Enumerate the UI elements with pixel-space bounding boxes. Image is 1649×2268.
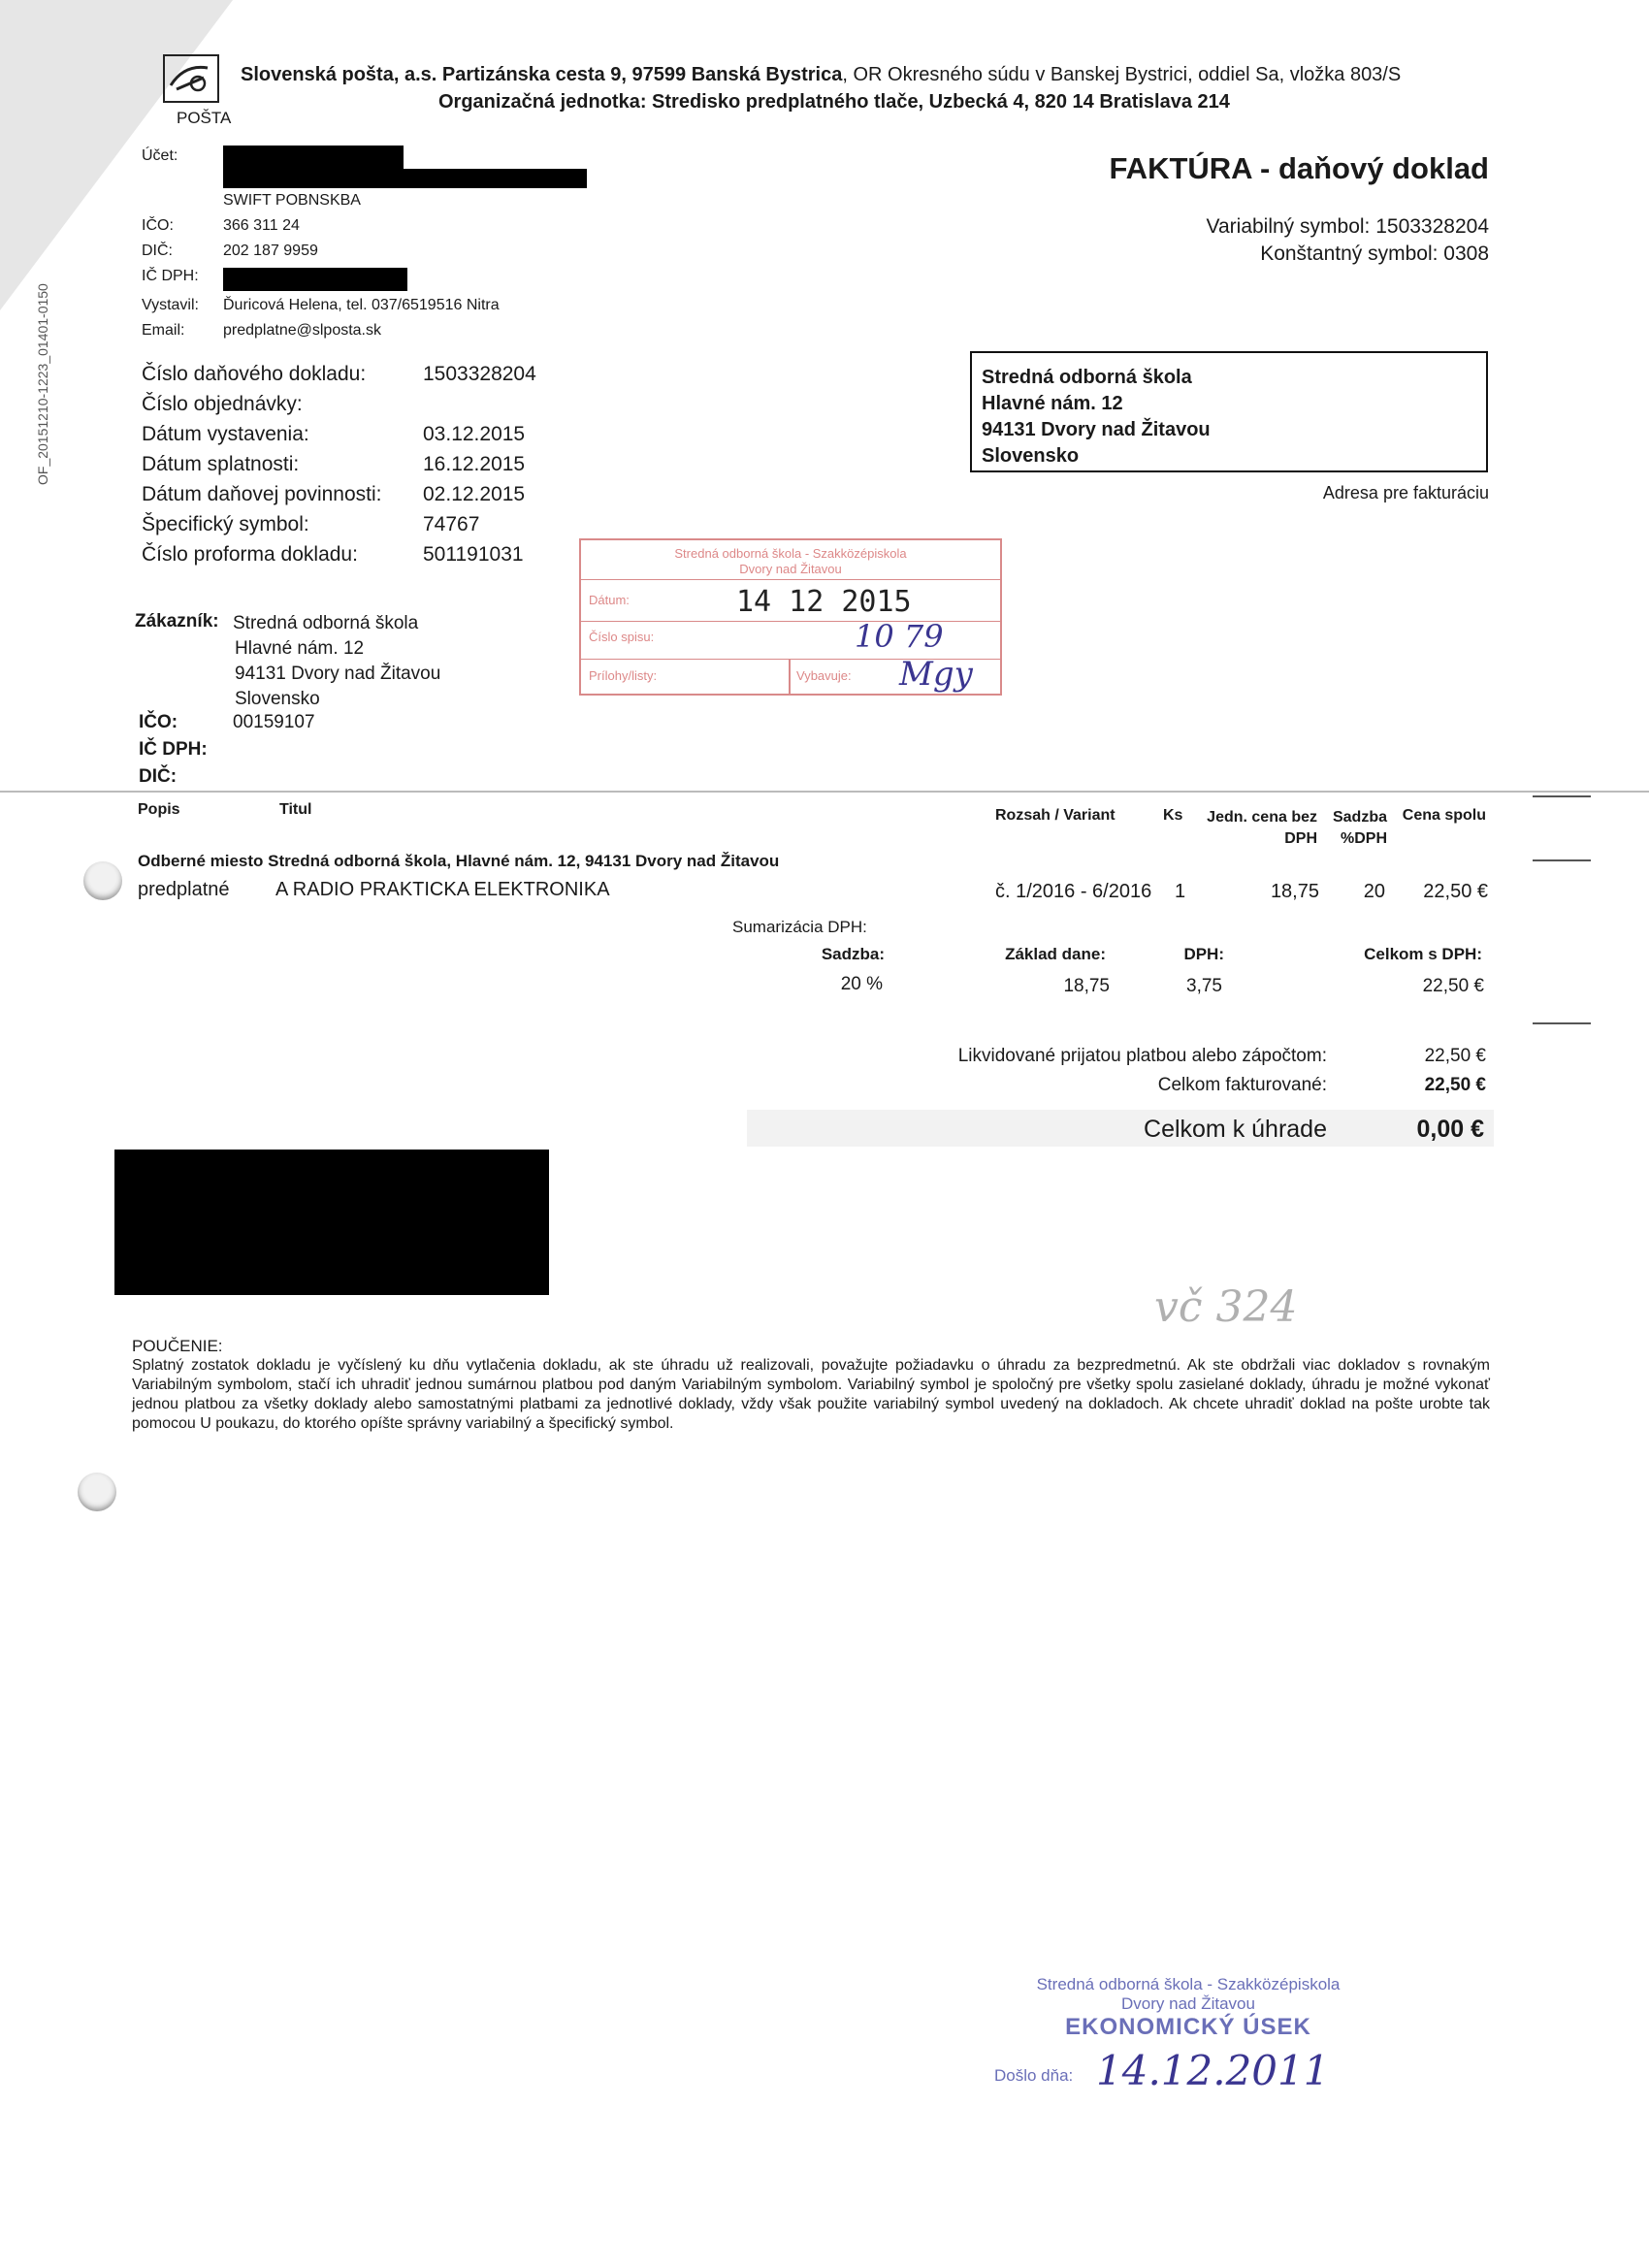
address-line: 94131 Dvory nad Žitavou [982, 419, 1211, 440]
variable-symbol: Variabilný symbol: 1503328204 [1206, 215, 1489, 238]
stamp-date: 14 12 2015 [736, 585, 912, 619]
column-header-titul: Titul [279, 801, 312, 818]
row-total: 22,50 € [1423, 881, 1488, 902]
column-header-rozsah: Rozsah / Variant [995, 807, 1116, 824]
settled-label: Likvidované prijatou platbou alebo zápočtom: [957, 1046, 1327, 1066]
folded-page-corner [0, 0, 233, 310]
address-line: Slovensko [235, 689, 320, 709]
column-header-popis: Popis [138, 801, 180, 818]
punch-hole [83, 861, 122, 900]
stamp-place: Dvory nad Žitavou [739, 562, 842, 576]
vat-summary-title: Sumarizácia DPH: [732, 918, 867, 936]
stamp-date-label: Dátum: [589, 593, 630, 607]
detail-row: Dátum vystavenia: 03.12.2015 [142, 423, 526, 445]
ico-label: IČO: [142, 217, 174, 234]
detail-row: Špecifický symbol: 74767 [142, 513, 480, 535]
header-line: Jedn. cena bez [1207, 809, 1317, 826]
icdph-label: IČ DPH: [142, 268, 199, 284]
vat-base: 18,75 [1063, 976, 1110, 996]
issuer-dic: 202 187 9959 [223, 243, 318, 259]
vat-amount: 3,75 [1186, 976, 1222, 996]
notice-text: Splatný zostatok dokladu je vyčíslený ku dňu vytlačenia dokladu, ak ste úhradu už realizovali, považujte požiadavku o úhradu za bezpredmetnú. Ak ste obdržali viac dokladov s rovnakým Variabilným symbolom, stačí ich uhradiť jednou sumárnou platbou pod daným Variabilným symbolom. Variabilný symbol je spoločný pre všetky spolu zasielané doklady, úhradu je možné vykonať jednou platbou za všetky doklady alebo samostatnými platbami za jednotlivé doklady, vždy však použite variabilný symbol uvedený na dokladoch. Ak chcete uhradiť doklad na pošte urobte tak pomocou U poukazu, do ktorého opíšte správny variabilný a špecifický symbol. [132, 1357, 1490, 1432]
logo-text: POŠTA [177, 109, 232, 127]
stamp-file-number: 10 79 [855, 618, 944, 655]
side-document-code: OF_20151210-1223_01401-0150 [35, 283, 50, 485]
detail-row: Číslo proforma dokladu: 501191031 [142, 543, 524, 566]
address-line: Stredná odborná škola [982, 367, 1192, 388]
issuer-email: predplatne@slposta.sk [223, 322, 381, 339]
handwritten-note: vč 324 [1154, 1282, 1298, 1332]
stamp-file-label: Číslo spisu: [589, 630, 655, 644]
row-popis: predplatné [138, 879, 230, 900]
receipt-stamp-school: Stredná odborná škola - Szakközépiskola [1036, 1975, 1341, 1993]
redacted-block [114, 1150, 549, 1295]
stamp-handler-signature: Mgy [899, 655, 973, 694]
column-header-unit-price [1207, 807, 1317, 850]
customer-ico-label: IČO: [139, 712, 178, 732]
row-rozsah: č. 1/2016 - 6/2016 [995, 881, 1152, 902]
stamp-attachments-label: Prílohy/listy: [589, 668, 658, 683]
punch-hole [78, 1473, 116, 1511]
receipt-stamp [999, 1975, 1377, 2041]
address-line: Slovensko [982, 445, 1080, 467]
issuer-ico: 366 311 24 [223, 217, 300, 234]
customer-dic-label: DIČ: [139, 766, 178, 787]
detail-row: Dátum daňovej povinnosti: 02.12.2015 [142, 483, 526, 505]
customer-ico: 00159107 [233, 712, 315, 732]
vat-total: 22,50 € [1422, 976, 1484, 996]
detail-row: Číslo objednávky: [142, 393, 303, 415]
stamp-school: Stredná odborná škola - Szakközépiskola [674, 546, 907, 561]
address-line: 94131 Dvory nad Žitavou [235, 664, 441, 684]
slovak-post-logo [163, 54, 219, 103]
customer-icdph-label: IČ DPH: [139, 739, 208, 760]
row-vat-rate: 20 [1363, 881, 1385, 902]
redacted-account [223, 169, 587, 188]
dic-label: DIČ: [142, 243, 173, 259]
address-line: Stredná odborná škola [233, 613, 419, 633]
document-title: FAKTÚRA - daňový doklad [1109, 151, 1489, 185]
received-date: 14.12.2011 [1096, 2047, 1330, 2094]
amount-due-band [747, 1110, 1494, 1147]
ucet-label: Účet: [142, 147, 178, 164]
delivery-point: Odberné miesto Stredná odborná škola, Hlavné nám. 12, 94131 Dvory nad Žitavou [138, 852, 780, 870]
redacted-icdph [223, 268, 407, 291]
org-unit-header: Organizačná jednotka: Stredisko predplatného tlače, Uzbecká 4, 820 14 Bratislava 214 [438, 91, 1230, 113]
address-line: Hlavné nám. 12 [982, 393, 1123, 414]
row-unit-price: 18,75 [1270, 881, 1319, 902]
email-label: Email: [142, 322, 185, 339]
column-header-vat-rate [1333, 807, 1387, 850]
vat-rate: 20 % [840, 974, 883, 994]
vat-amount-label: DPH: [1183, 945, 1224, 963]
receipt-stamp-place: Dvory nad Žitavou [1121, 1994, 1255, 2013]
notice-title: POUČENIE: [132, 1337, 223, 1355]
settled-amount: 22,50 € [1424, 1046, 1486, 1066]
invoiced-amount: 22,50 € [1424, 1075, 1486, 1095]
detail-row: Číslo daňového dokladu: 1503328204 [142, 363, 536, 385]
vat-base-label: Základ dane: [1005, 945, 1106, 963]
notice-section [132, 1337, 1490, 1434]
redacted-account [223, 146, 404, 169]
margin-mark [1533, 795, 1591, 797]
address-line: Hlavné nám. 12 [235, 638, 365, 659]
margin-mark [1533, 1022, 1591, 1024]
constant-symbol: Konštantný symbol: 0308 [1260, 243, 1489, 265]
vystavil-label: Vystavil: [142, 297, 199, 313]
receipt-stamp-department: EKONOMICKÝ ÚSEK [1065, 2014, 1311, 2040]
row-titul: A RADIO PRAKTICKA ELEKTRONIKA [275, 879, 610, 900]
column-header-ks: Ks [1163, 807, 1183, 824]
row-ks: 1 [1175, 881, 1186, 902]
customer-label: Zákazník: [135, 611, 219, 632]
header-line: %DPH [1340, 830, 1387, 847]
header-line: DPH [1284, 830, 1317, 847]
invoiced-label: Celkom fakturované: [1157, 1075, 1327, 1095]
vat-rate-label: Sadzba: [821, 945, 885, 963]
company-header: Slovenská pošta, a.s. Partizánska cesta 9, 97599 Banská Bystrica, OR Okresného súdu v Banskej Bystrici, oddiel Sa, vložka 803/S [241, 64, 1402, 85]
detail-row: Dátum splatnosti: 16.12.2015 [142, 453, 526, 475]
vat-total-label: Celkom s DPH: [1364, 945, 1482, 963]
header-line: Sadzba [1332, 809, 1387, 826]
separator-line [0, 791, 1649, 793]
amount-due-label: Celkom k úhrade [1144, 1116, 1327, 1143]
customer-address [233, 611, 440, 712]
margin-mark [1533, 859, 1591, 861]
swift-code: SWIFT POBNSKBA [223, 192, 361, 209]
received-date-label: Došlo dňa: [994, 2066, 1074, 2085]
registry-stamp [579, 538, 1002, 696]
amount-due: 0,00 € [1416, 1116, 1484, 1143]
document-details [142, 359, 536, 569]
billing-address-box [970, 351, 1488, 472]
stamp-handler-label: Vybavuje: [796, 668, 852, 683]
column-header-total: Cena spolu [1402, 807, 1486, 824]
issued-by: Ďuricová Helena, tel. 037/6519516 Nitra [223, 297, 500, 313]
billing-address-caption: Adresa pre fakturáciu [1322, 483, 1489, 502]
